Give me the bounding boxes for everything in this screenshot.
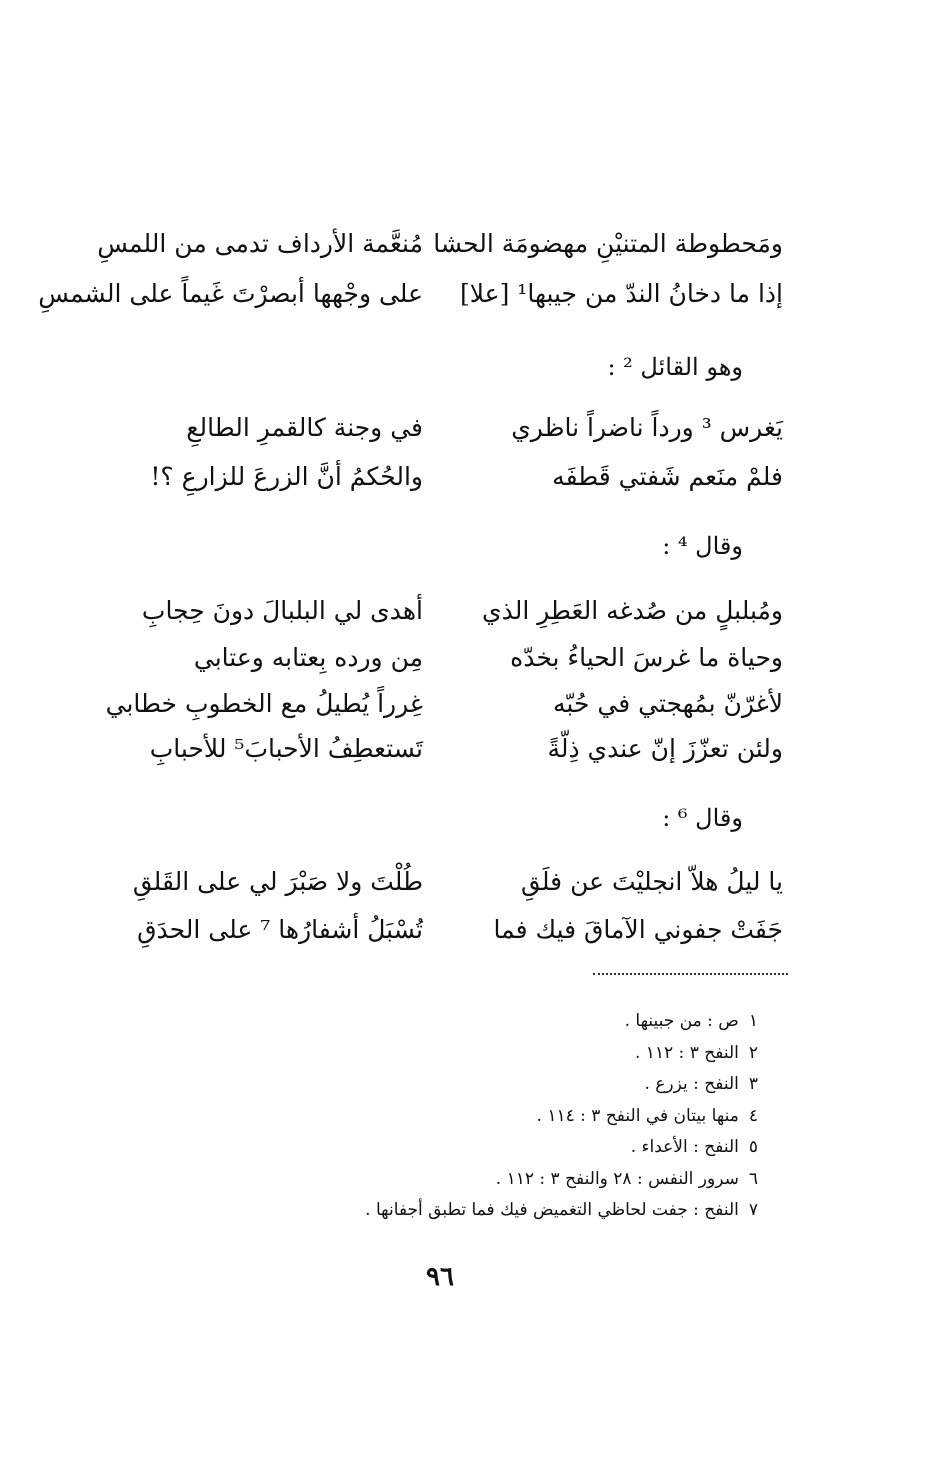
footnote-1 [258,1006,758,1038]
footnote-6 [258,1164,758,1196]
poem4-verse1-first-hemistich: يا ليلُ هلاّ انجليْتَ عن فلَقِ [521,867,783,896]
poem3-verse3-second-hemistich: غِرراً يُطيلُ مع الخطوبِ خطابي [105,689,423,718]
footnotes [258,1006,758,1227]
poem3-introduction: وقال ⁴ : [662,532,743,560]
footnote-2 [258,1038,758,1070]
poem3-verse2-first-hemistich: وحياة ما غرسَ الحياءُ بخدّه [510,643,783,672]
footnote-5 [258,1132,758,1164]
footnote-number: ٢ [748,1042,758,1063]
poem4-verse2-second-hemistich: تُسْبَلُ أشفارُها ⁷ على الحدَقِ [137,915,423,944]
footnote-number: ٣ [748,1074,758,1094]
page-number: ٩٦ [426,1262,454,1292]
poem1-verse2-first-hemistich: إذا ما دخانُ الندّ من جيبها¹ [علا] [460,279,783,308]
footnote-number: ٤ [748,1105,758,1126]
footnote-separator [593,973,788,975]
footnote-4 [258,1101,758,1133]
footnote-number: ١ [748,1011,758,1031]
poem4-verse1-second-hemistich: طُلْتَ ولا صَبْرَ لي على القَلقِ [132,867,423,896]
poem3-verse1-second-hemistich: أهدى لي البلبالَ دونَ حِجابِ [141,596,423,625]
poem3-verse4-second-hemistich: تَستعطِفُ الأحبابَ⁵ للأحبابِ [149,734,423,763]
poem3-verse2-second-hemistich: مِن ورده بِعتابه وعتابي [193,643,423,672]
footnote-text: منها بيتان في النفح ٣ : ١١٤ . [536,1105,739,1126]
poem1-verse1-first-hemistich: ومَحطوطة المتنيْنِ مهضومَة الحشا [433,229,783,258]
footnote-number: ٥ [748,1137,758,1157]
footnote-number: ٧ [748,1200,758,1220]
poem2-verse1-second-hemistich: في وجنة كالقمرِ الطالعِ [186,413,423,442]
footnote-text: النفح : يزرع . [644,1074,739,1094]
footnote-7 [258,1195,758,1227]
poem3-verse3-first-hemistich: لأغرّنّ بمُهجتي في حُبّه [553,689,783,718]
poem3-verse1-first-hemistich: ومُبلبلٍ من صُدغه العَطِرِ الذي [482,596,783,625]
poem1-verse1-second-hemistich: مُنعَّمة الأرداف تدمى من اللمسِ [97,229,423,258]
poem1-verse2-second-hemistich: على وجْهها أبصرْتَ غَيماً على الشمسِ [38,279,423,308]
footnote-text: النفح : جفت لحاظي التغميض فيك فما تطبق أجفانها . [365,1200,739,1220]
footnote-text: النفح : الأعداء . [630,1137,739,1157]
footnote-number: ٦ [748,1168,758,1189]
footnote-text: سرور النفس : ٢٨ والنفح ٣ : ١١٢ . [495,1168,739,1189]
footnote-3 [258,1069,758,1101]
poem3-verse4-first-hemistich: ولئن تعزّزَ إنّ عندي ذِلّةً [547,734,783,763]
poem4-verse2-first-hemistich: جَفَتْ جفوني الآماقَ فيك فما [493,915,783,944]
footnote-text: النفح ٣ : ١١٢ . [634,1042,739,1063]
poem2-verse2-first-hemistich: فلمْ منَعم شَفتي قَطفَه [552,462,783,491]
footnote-text: ص : من جبينها . [624,1011,739,1031]
poem2-verse2-second-hemistich: والحُكمُ أنَّ الزرعَ للزارعِ ؟! [150,462,423,491]
poem4-introduction: وقال ⁶ : [662,804,743,832]
poem2-introduction: وهو القائل ² : [607,353,743,381]
poem2-verse1-first-hemistich: يَغرس ³ ورداً ناضراً ناظري [511,413,783,442]
